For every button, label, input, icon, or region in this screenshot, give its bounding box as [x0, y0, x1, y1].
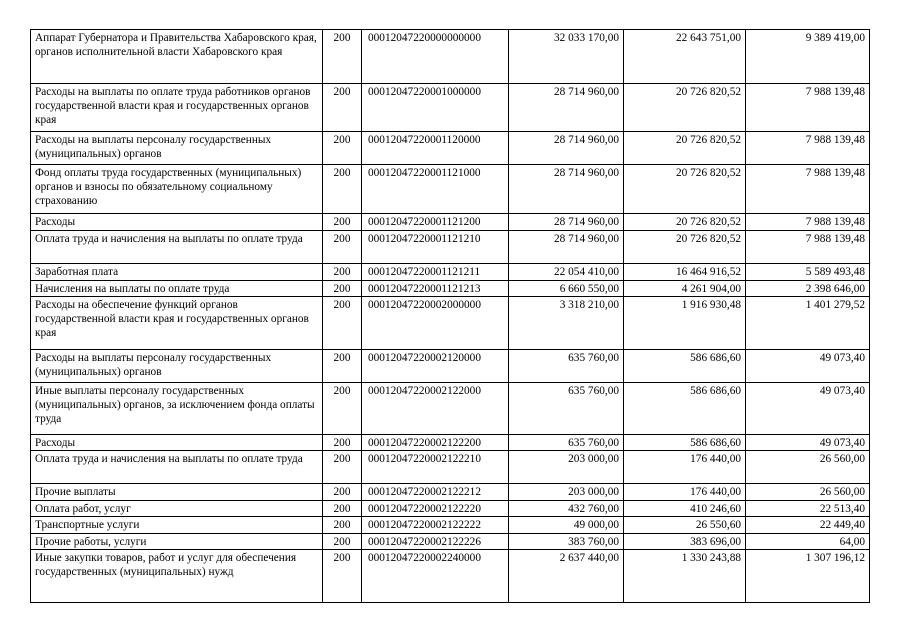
row-name-cell: Иные закупки товаров, работ и услуг для обеспечения государственных (муниципальных) нужд — [31, 550, 323, 603]
row-unexecuted-amount-cell: 5 589 493,48 — [746, 264, 870, 281]
row-executed-amount-cell: 586 686,60 — [624, 435, 746, 451]
row-classification-code-cell: 00012047220002122222 — [362, 517, 509, 534]
table-row — [31, 214, 870, 231]
row-code-cell: 200 — [323, 84, 362, 132]
row-approved-amount-cell: 203 000,00 — [509, 484, 624, 501]
row-executed-amount-cell: 22 643 751,00 — [624, 30, 746, 84]
table-row — [31, 132, 870, 165]
row-executed-amount-cell: 586 686,60 — [624, 383, 746, 435]
row-name-cell: Оплата работ, услуг — [31, 501, 323, 517]
row-name-cell: Оплата труда и начисления на выплаты по оплате труда — [31, 451, 323, 484]
row-executed-amount-cell: 383 696,00 — [624, 534, 746, 550]
row-approved-amount-cell: 432 760,00 — [509, 501, 624, 517]
table-row — [31, 484, 870, 501]
row-code-cell: 200 — [323, 231, 362, 264]
row-unexecuted-amount-cell: 49 073,40 — [746, 350, 870, 383]
row-executed-amount-cell: 20 726 820,52 — [624, 231, 746, 264]
row-approved-amount-cell: 203 000,00 — [509, 451, 624, 484]
row-unexecuted-amount-cell: 22 449,40 — [746, 517, 870, 534]
row-approved-amount-cell: 28 714 960,00 — [509, 231, 624, 264]
row-classification-code-cell: 00012047220002122212 — [362, 484, 509, 501]
row-unexecuted-amount-cell: 64,00 — [746, 534, 870, 550]
row-classification-code-cell: 00012047220001121213 — [362, 281, 509, 297]
table-row — [31, 84, 870, 132]
row-unexecuted-amount-cell: 7 988 139,48 — [746, 214, 870, 231]
row-code-cell: 200 — [323, 550, 362, 603]
row-name-cell: Расходы на обеспечение функций органов государственной власти края и государственных органов края — [31, 297, 323, 350]
row-unexecuted-amount-cell: 2 398 646,00 — [746, 281, 870, 297]
table-row — [31, 297, 870, 350]
row-executed-amount-cell: 176 440,00 — [624, 451, 746, 484]
row-classification-code-cell: 00012047220001000000 — [362, 84, 509, 132]
row-unexecuted-amount-cell: 49 073,40 — [746, 435, 870, 451]
row-executed-amount-cell: 1 330 243,88 — [624, 550, 746, 603]
row-approved-amount-cell: 2 637 440,00 — [509, 550, 624, 603]
row-approved-amount-cell: 28 714 960,00 — [509, 214, 624, 231]
table-row — [31, 534, 870, 550]
row-unexecuted-amount-cell: 9 389 419,00 — [746, 30, 870, 84]
row-code-cell: 200 — [323, 165, 362, 214]
row-unexecuted-amount-cell: 7 988 139,48 — [746, 132, 870, 165]
row-code-cell: 200 — [323, 484, 362, 501]
row-approved-amount-cell: 635 760,00 — [509, 435, 624, 451]
table-row — [31, 435, 870, 451]
row-code-cell: 200 — [323, 435, 362, 451]
row-approved-amount-cell: 635 760,00 — [509, 350, 624, 383]
row-name-cell: Расходы на выплаты персоналу государственных (муниципальных) органов — [31, 132, 323, 165]
table-row — [31, 550, 870, 603]
row-classification-code-cell: 00012047220000000000 — [362, 30, 509, 84]
row-executed-amount-cell: 176 440,00 — [624, 484, 746, 501]
row-executed-amount-cell: 20 726 820,52 — [624, 165, 746, 214]
row-name-cell: Оплата труда и начисления на выплаты по оплате труда — [31, 231, 323, 264]
row-unexecuted-amount-cell: 7 988 139,48 — [746, 84, 870, 132]
row-code-cell: 200 — [323, 534, 362, 550]
row-name-cell: Фонд оплаты труда государственных (муниципальных) органов и взносы по обязательному социальному страхованию — [31, 165, 323, 214]
row-executed-amount-cell: 20 726 820,52 — [624, 84, 746, 132]
row-name-cell: Расходы — [31, 214, 323, 231]
row-code-cell: 200 — [323, 132, 362, 165]
row-classification-code-cell: 00012047220002122220 — [362, 501, 509, 517]
row-name-cell: Иные выплаты персоналу государственных (муниципальных) органов, за исключением фонда оплаты труда — [31, 383, 323, 435]
row-approved-amount-cell: 383 760,00 — [509, 534, 624, 550]
row-classification-code-cell: 00012047220002122200 — [362, 435, 509, 451]
row-unexecuted-amount-cell: 26 560,00 — [746, 484, 870, 501]
row-name-cell: Заработная плата — [31, 264, 323, 281]
row-name-cell: Прочие выплаты — [31, 484, 323, 501]
budget-report-sheet — [30, 29, 870, 603]
row-executed-amount-cell: 20 726 820,52 — [624, 132, 746, 165]
row-code-cell: 200 — [323, 517, 362, 534]
table-row — [31, 30, 870, 84]
row-code-cell: 200 — [323, 214, 362, 231]
row-classification-code-cell: 00012047220001121210 — [362, 231, 509, 264]
table-row — [31, 501, 870, 517]
row-classification-code-cell: 00012047220002240000 — [362, 550, 509, 603]
row-code-cell: 200 — [323, 451, 362, 484]
row-executed-amount-cell: 20 726 820,52 — [624, 214, 746, 231]
row-approved-amount-cell: 32 033 170,00 — [509, 30, 624, 84]
row-unexecuted-amount-cell: 22 513,40 — [746, 501, 870, 517]
row-classification-code-cell: 00012047220002122000 — [362, 383, 509, 435]
row-unexecuted-amount-cell: 49 073,40 — [746, 383, 870, 435]
row-name-cell: Аппарат Губернатора и Правительства Хабаровского края, органов исполнительной власти Хабаровского края — [31, 30, 323, 84]
row-approved-amount-cell: 49 000,00 — [509, 517, 624, 534]
row-name-cell: Начисления на выплаты по оплате труда — [31, 281, 323, 297]
row-code-cell: 200 — [323, 297, 362, 350]
table-row — [31, 264, 870, 281]
row-unexecuted-amount-cell: 1 307 196,12 — [746, 550, 870, 603]
row-classification-code-cell: 00012047220002000000 — [362, 297, 509, 350]
row-executed-amount-cell: 4 261 904,00 — [624, 281, 746, 297]
table-row — [31, 231, 870, 264]
row-code-cell: 200 — [323, 383, 362, 435]
row-code-cell: 200 — [323, 350, 362, 383]
row-name-cell: Расходы на выплаты по оплате труда работников органов государственной власти края и государственных органов края — [31, 84, 323, 132]
row-classification-code-cell: 00012047220001121200 — [362, 214, 509, 231]
row-approved-amount-cell: 22 054 410,00 — [509, 264, 624, 281]
row-approved-amount-cell: 635 760,00 — [509, 383, 624, 435]
row-classification-code-cell: 00012047220002120000 — [362, 350, 509, 383]
row-executed-amount-cell: 1 916 930,48 — [624, 297, 746, 350]
row-executed-amount-cell: 586 686,60 — [624, 350, 746, 383]
row-classification-code-cell: 00012047220001120000 — [362, 132, 509, 165]
row-classification-code-cell: 00012047220002122210 — [362, 451, 509, 484]
row-executed-amount-cell: 26 550,60 — [624, 517, 746, 534]
row-approved-amount-cell: 28 714 960,00 — [509, 84, 624, 132]
table-row — [31, 517, 870, 534]
row-executed-amount-cell: 410 246,60 — [624, 501, 746, 517]
table-row — [31, 165, 870, 214]
row-approved-amount-cell: 3 318 210,00 — [509, 297, 624, 350]
row-code-cell: 200 — [323, 264, 362, 281]
budget-execution-table — [30, 29, 870, 603]
row-classification-code-cell: 00012047220002122226 — [362, 534, 509, 550]
row-approved-amount-cell: 28 714 960,00 — [509, 165, 624, 214]
row-name-cell: Расходы на выплаты персоналу государственных (муниципальных) органов — [31, 350, 323, 383]
row-unexecuted-amount-cell: 7 988 139,48 — [746, 165, 870, 214]
row-executed-amount-cell: 16 464 916,52 — [624, 264, 746, 281]
row-unexecuted-amount-cell: 26 560,00 — [746, 451, 870, 484]
row-code-cell: 200 — [323, 281, 362, 297]
row-code-cell: 200 — [323, 501, 362, 517]
row-name-cell: Расходы — [31, 435, 323, 451]
table-body — [31, 30, 870, 603]
row-name-cell: Транспортные услуги — [31, 517, 323, 534]
row-code-cell: 200 — [323, 30, 362, 84]
table-row — [31, 383, 870, 435]
table-row — [31, 451, 870, 484]
table-row — [31, 281, 870, 297]
row-classification-code-cell: 00012047220001121211 — [362, 264, 509, 281]
table-row — [31, 350, 870, 383]
row-unexecuted-amount-cell: 1 401 279,52 — [746, 297, 870, 350]
row-classification-code-cell: 00012047220001121000 — [362, 165, 509, 214]
row-approved-amount-cell: 6 660 550,00 — [509, 281, 624, 297]
row-name-cell: Прочие работы, услуги — [31, 534, 323, 550]
row-unexecuted-amount-cell: 7 988 139,48 — [746, 231, 870, 264]
row-approved-amount-cell: 28 714 960,00 — [509, 132, 624, 165]
